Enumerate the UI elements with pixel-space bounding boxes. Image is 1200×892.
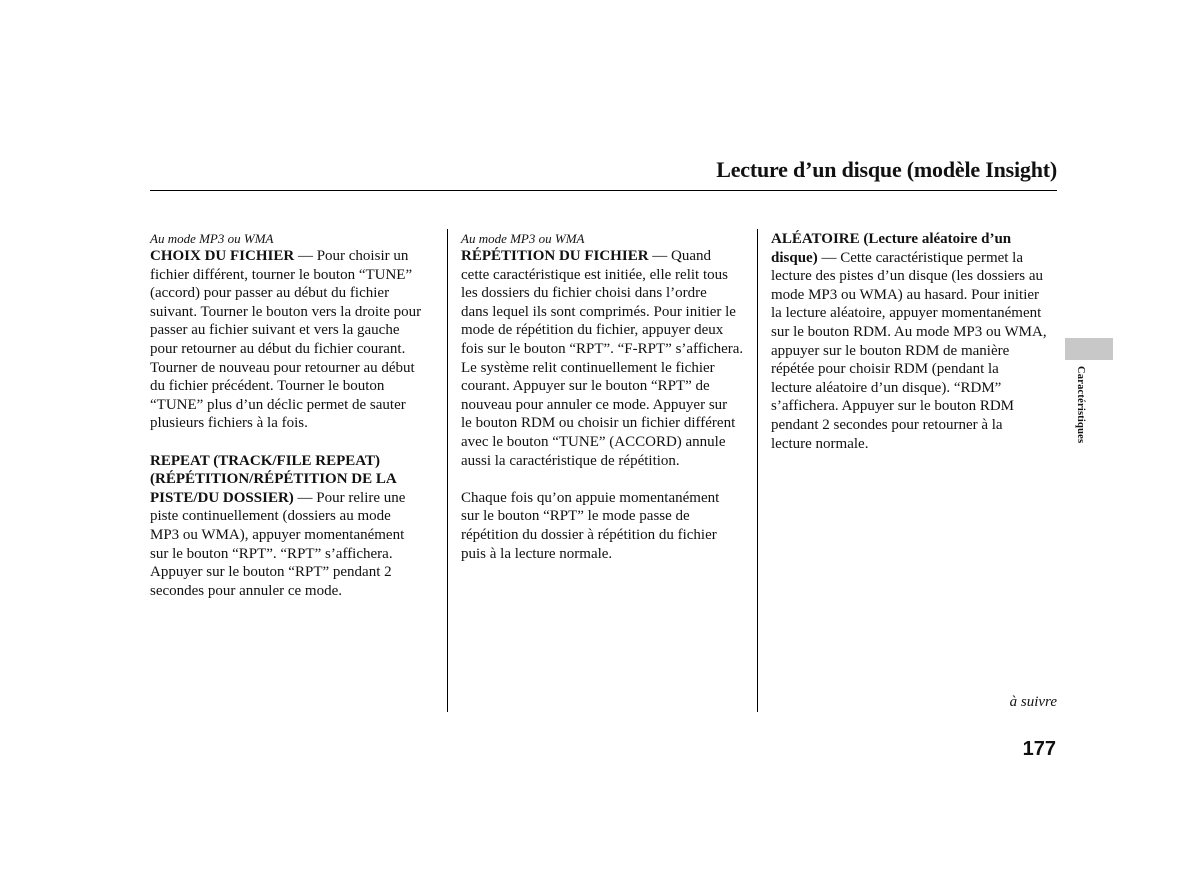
column-divider-1 [447, 229, 448, 712]
section-label: Caractéristiques [1075, 366, 1086, 444]
continued-label: à suivre [1009, 694, 1057, 710]
column-2 [461, 230, 751, 563]
text-line: suivant. Tourner le bouton vers la droite pour [150, 303, 422, 320]
text-line: Chaque fois qu’on appuie momentanément [461, 489, 720, 506]
text-line: mode MP3 ou WMA) au hasard. Pour initier [771, 286, 1040, 303]
text-line: les dossiers du fichier choisi dans l’ordre [461, 285, 707, 302]
text-line: sur le bouton “RPT”. “RPT” s’affichera. [150, 545, 393, 562]
text-line: sur le bouton “RPT” le mode passe de [461, 508, 690, 525]
text-line: lecture aléatoire d’un disque). “RDM” [771, 379, 1002, 396]
heading-repeat: PISTE/DU DOSSIER) [150, 489, 294, 506]
text-line: Tourner de nouveau pour retourner au début [150, 359, 415, 376]
text-line: le bouton RDM ou choisir un fichier différent [461, 415, 736, 432]
heading-repeat: REPEAT (TRACK/FILE REPEAT) [150, 452, 381, 469]
text-line: piste continuellement (dossiers au mode [150, 508, 391, 525]
text-segment: — Cette caractéristique permet la [817, 249, 1024, 266]
text-line: Le système relit continuellement le fichier [461, 359, 715, 376]
title-rule [150, 190, 1057, 191]
text-line: (accord) pour passer au début du fichier [150, 285, 390, 302]
mode-label: Au mode MP3 ou WMA [461, 231, 585, 246]
text-segment: — Pour choisir un [294, 248, 409, 264]
paragraph-gap [461, 470, 751, 489]
paragraph-gap [150, 433, 440, 452]
text-line: nouveau pour annuler ce mode. Appuyer sur [461, 396, 728, 413]
text-line: avec le bouton “TUNE” (ACCORD) annule [461, 433, 726, 450]
text-line: courant. Appuyer sur le bouton “RPT” de [461, 378, 710, 395]
text-line: “TUNE” plus d’un déclic permet de sauter [150, 396, 406, 413]
text-line: la lecture aléatoire, appuyer momentanément [771, 305, 1042, 322]
section-tab [1065, 338, 1113, 360]
text-line: plusieurs fichiers à la fois. [150, 415, 308, 432]
column-3 [771, 230, 1061, 453]
text-line: pour retourner au début du fichier courant. [150, 340, 406, 357]
page-title: Lecture d’un disque (modèle Insight) [716, 157, 1057, 182]
text-line: lecture des pistes d’un disque (les dossiers au [771, 268, 1044, 285]
text-line: pendant 2 secondes pour retourner à la [771, 416, 1003, 433]
text-line: MP3 ou WMA), appuyer momentanément [150, 526, 405, 543]
heading-repeat: (RÉPÉTITION/RÉPÉTITION DE LA [150, 471, 397, 488]
text-line: répétée pour choisir RDM (pendant la [771, 361, 999, 378]
heading-random: disque) [771, 249, 818, 266]
text-line: cette caractéristique est initiée, elle relit tous [461, 266, 728, 283]
text-line: s’affichera. Appuyer sur le bouton RDM [771, 398, 1015, 415]
text-line [150, 489, 440, 508]
text-segment: — Quand [648, 248, 712, 264]
text-line [771, 249, 1061, 268]
page-number: 177 [1022, 738, 1056, 760]
heading-file-repeat: RÉPÉTITION DU FICHIER [461, 248, 649, 264]
text-line [150, 247, 440, 266]
text-line: puis à la lecture normale. [461, 545, 613, 562]
text-line: secondes pour annuler ce mode. [150, 582, 343, 599]
column-divider-2 [757, 229, 758, 712]
text-line: dans lequel ils sont comprimés. Pour initier le [461, 303, 736, 320]
text-line: appuyer sur le bouton RDM de manière [771, 342, 1010, 359]
text-line: Appuyer sur le bouton “RPT” pendant 2 [150, 564, 392, 581]
text-line: du fichier précédent. Tourner le bouton [150, 378, 385, 395]
heading-file-select: CHOIX DU FICHIER [150, 248, 295, 264]
mode-label: Au mode MP3 ou WMA [150, 231, 274, 246]
text-line: sur le bouton RDM. Au mode MP3 ou WMA, [771, 323, 1047, 340]
text-line: mode de répétition du fichier, appuyer deux [461, 322, 724, 339]
text-line: répétition du dossier à répétition du fichier [461, 526, 717, 543]
text-segment: — Pour relire une [293, 489, 406, 506]
text-line: lecture normale. [771, 435, 869, 452]
text-line: fois sur le bouton “RPT”. “F-RPT” s’affichera. [461, 340, 744, 357]
text-line: fichier différent, tourner le bouton “TUNE” [150, 266, 413, 283]
text-line [461, 247, 751, 266]
heading-random: ALÉATOIRE (Lecture aléatoire d’un [771, 231, 1012, 247]
text-line: aussi la caractéristique de répétition. [461, 452, 680, 469]
column-1 [150, 230, 440, 600]
text-line: passer au fichier suivant et vers la gauche [150, 322, 400, 339]
